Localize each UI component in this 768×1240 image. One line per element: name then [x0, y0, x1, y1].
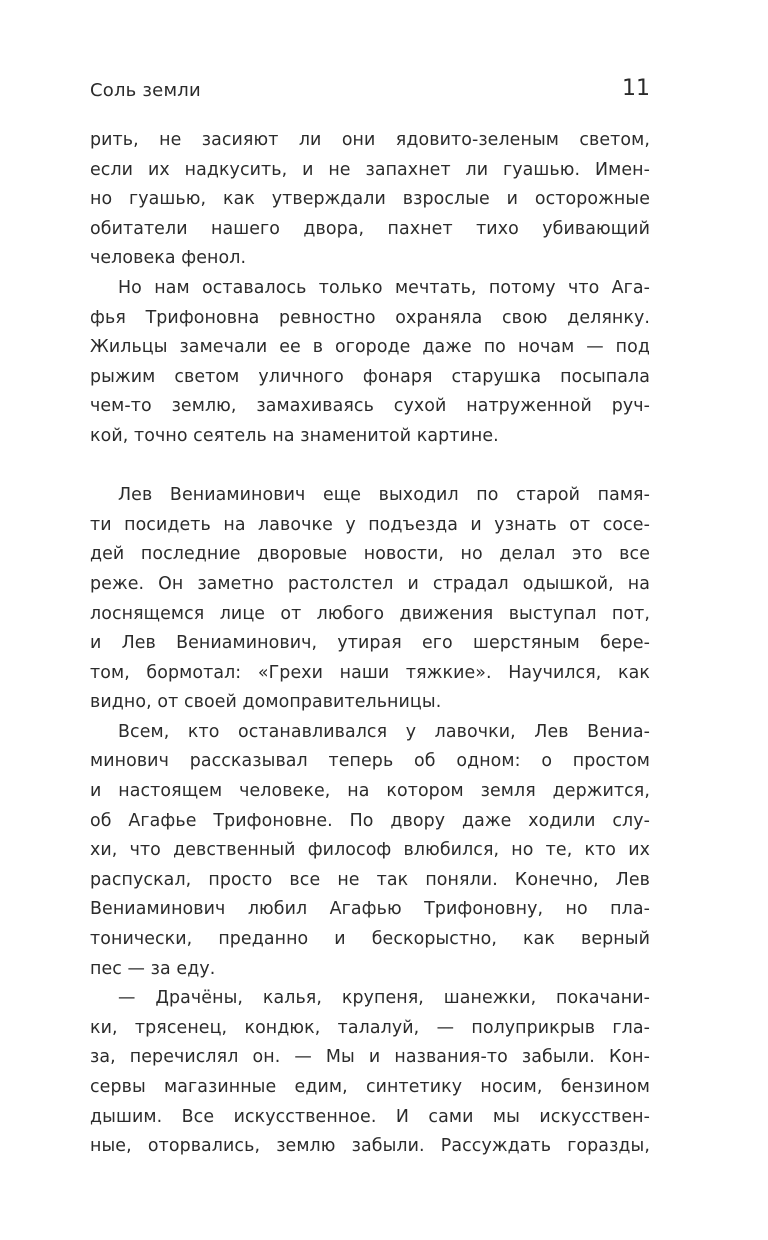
text-line: чем-то землю, замахиваясь сухой натруженной руч- — [90, 396, 650, 417]
page-number: 11 — [622, 76, 650, 101]
text-line: ти посидеть на лавочке у подъезда и узнать от сосе- — [90, 514, 650, 535]
text-line: если их надкусить, и не запахнет ли гуашью. Имен- — [90, 159, 650, 180]
text-line: сервы магазинные едим, синтетику носим, бензином — [90, 1077, 650, 1097]
text-line: минович рассказывал теперь об одном: о простом — [90, 751, 650, 772]
body-text — [90, 126, 650, 1162]
text-line: Вениаминович любил Агафью Трифоновну, но пла- — [90, 899, 650, 920]
text-line: тонически, преданно и бескорыстно, как верный — [90, 929, 650, 950]
text-line: Лев Вениаминович еще выходил по старой памя- — [118, 485, 650, 506]
running-head — [90, 76, 650, 106]
text-line: но гуашью, как утверждали взрослые и осторожные — [90, 189, 650, 210]
text-line: фья Трифоновна ревностно охраняла свою делянку. — [90, 307, 650, 328]
text-line: Жильцы замечали ее в огороде даже по ночам — под — [90, 337, 650, 358]
paragraph-1 — [90, 126, 650, 274]
text-line: обитатели нашего двора, пахнет тихо убивающий — [90, 218, 650, 239]
text-line: ки, трясенец, кондюк, талалуй, — полуприкрыв гла- — [90, 1017, 650, 1038]
text-line: за, перечислял он. — Мы и названия-то забыли. Кон- — [90, 1047, 650, 1068]
text-line: кой, точно сеятель на знаменитой картине. — [90, 425, 499, 446]
text-line: пес — за еду. — [90, 958, 216, 979]
text-line: — Драчёны, калья, крупеня, шанежки, покачани- — [118, 988, 650, 1009]
paragraph-3 — [90, 481, 650, 718]
text-line: ные, оторвались, землю забыли. Рассуждать горазды, — [90, 1136, 650, 1157]
running-title: Соль земли — [90, 80, 201, 101]
section-break — [90, 452, 650, 482]
text-line: человека фенол. — [90, 248, 247, 269]
paragraph-2 — [90, 274, 650, 452]
text-line: дышим. Все искусственное. И сами мы искусствен- — [90, 1106, 650, 1127]
text-line: видно, от своей домоправительницы. — [90, 692, 442, 713]
text-line: том, бормотал: «Грехи наши тяжкие». Научился, как — [90, 662, 650, 683]
paragraph-5 — [90, 984, 650, 1162]
paragraph-4 — [90, 718, 650, 984]
text-line: и Лев Вениаминович, утирая его шерстяным бере- — [90, 633, 650, 654]
text-line: рыжим светом уличного фонаря старушка посыпала — [90, 366, 650, 387]
text-line: и настоящем человеке, на котором земля держится, — [90, 781, 650, 802]
text-line: рить, не засияют ли они ядовито-зеленым светом, — [90, 130, 650, 150]
text-line: реже. Он заметно растолстел и страдал одышкой, на — [90, 573, 650, 594]
text-line: распускал, просто все не так поняли. Конечно, Лев — [90, 869, 650, 890]
text-line: лоснящемся лице от любого движения выступал пот, — [90, 603, 650, 624]
text-line: Всем, кто останавливался у лавочки, Лев Вениа- — [118, 721, 650, 742]
text-line: дей последние дворовые новости, но делал это все — [90, 544, 650, 565]
text-line: хи, что девственный философ влюбился, но те, кто их — [90, 840, 650, 861]
text-line: Но нам оставалось только мечтать, потому что Ага- — [118, 277, 650, 298]
text-line: об Агафье Трифоновне. По двору даже ходили слу- — [90, 810, 650, 831]
